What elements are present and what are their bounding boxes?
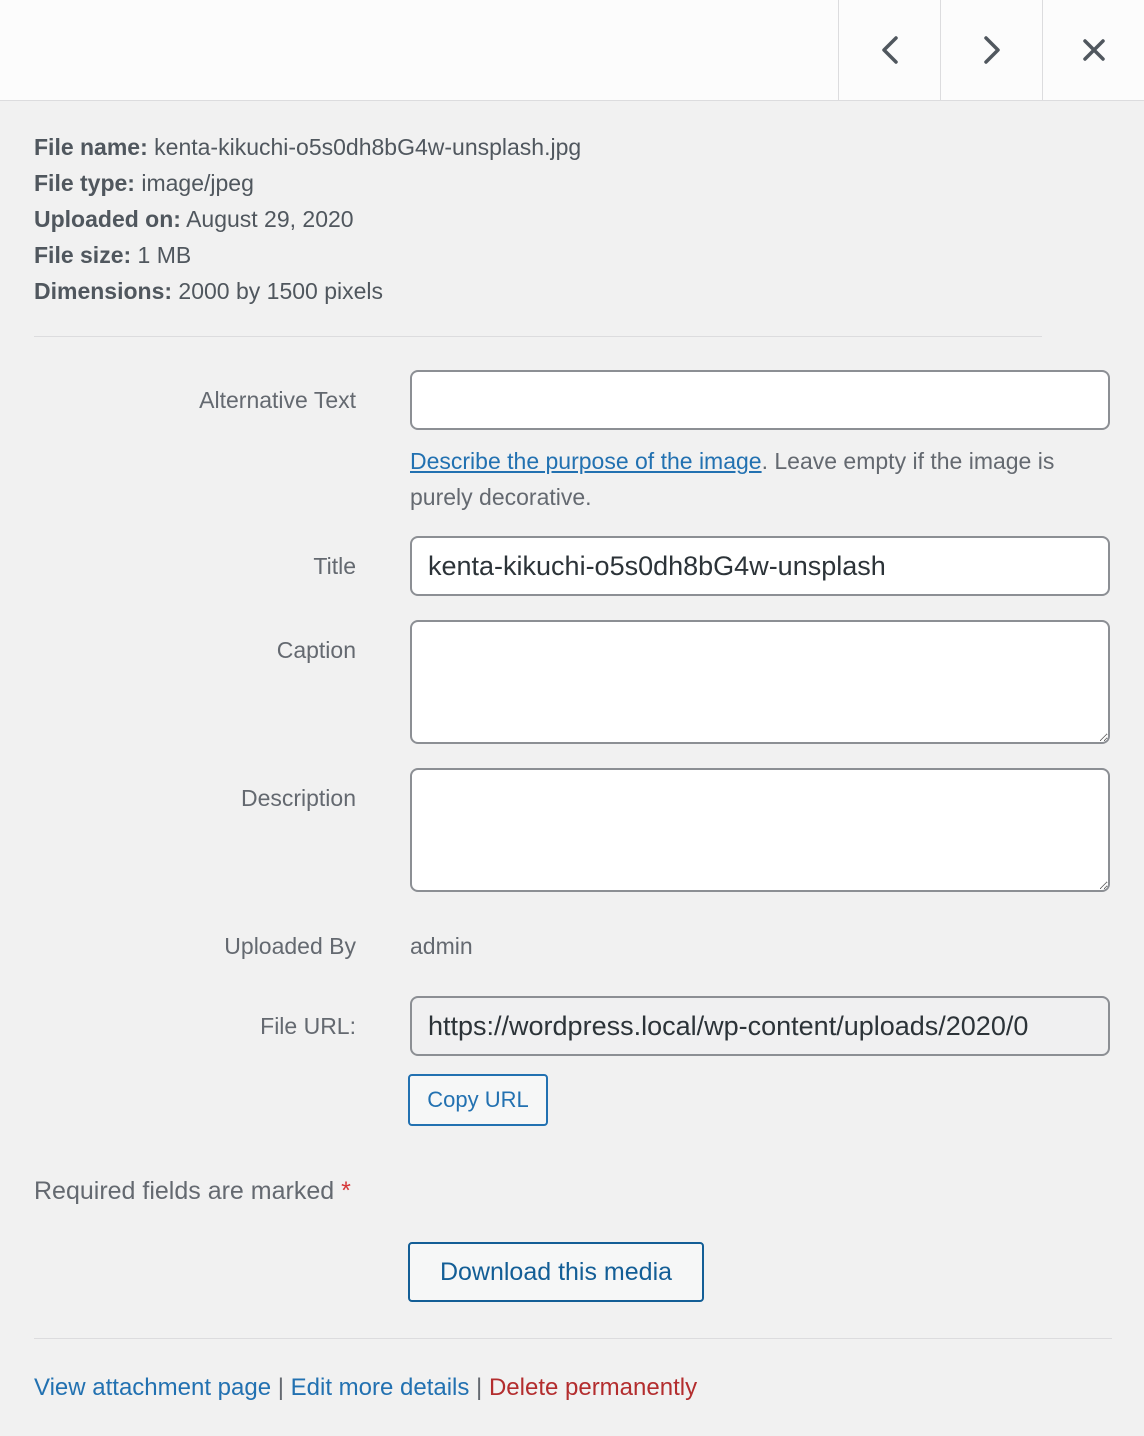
describe-purpose-link[interactable]: Describe the purpose of the image	[410, 448, 762, 474]
caption-label: Caption	[276, 637, 356, 663]
required-fields-note	[34, 1176, 351, 1206]
required-star: *	[341, 1177, 351, 1205]
uploaded-on-value: August 29, 2020	[186, 206, 354, 232]
divider	[34, 1338, 1112, 1339]
chevron-right-icon	[981, 34, 1003, 66]
action-separator: |	[476, 1374, 483, 1401]
file-type-row	[34, 165, 581, 201]
caption-textarea[interactable]	[410, 620, 1110, 744]
alt-text-input[interactable]	[410, 370, 1110, 430]
modal-header	[0, 0, 1144, 101]
uploaded-by-value: admin	[410, 933, 473, 959]
alt-help-text: . Leave empty if the image is purely decorative.	[410, 448, 1055, 510]
alt-text-label: Alternative Text	[199, 387, 356, 413]
copy-url-button[interactable]: Copy URL	[408, 1074, 548, 1126]
required-note-text: Required fields are marked	[34, 1177, 335, 1205]
action-separator: |	[277, 1374, 284, 1401]
title-label: Title	[313, 553, 356, 579]
chevron-left-icon	[879, 34, 901, 66]
divider	[34, 336, 1042, 337]
file-name-value: kenta-kikuchi-o5s0dh8bG4w-unsplash.jpg	[154, 134, 582, 160]
file-name-row	[34, 129, 581, 165]
attachment-actions	[34, 1373, 697, 1403]
alt-text-help	[410, 443, 1110, 515]
attachment-details-panel	[0, 101, 1144, 1436]
file-url-label: File URL:	[260, 1013, 356, 1039]
edit-more-details-link[interactable]: Edit more details	[290, 1374, 470, 1401]
file-size-value: 1 MB	[137, 242, 192, 268]
file-type-label: File type:	[34, 170, 135, 196]
file-meta	[34, 129, 581, 309]
description-label: Description	[240, 785, 356, 811]
file-size-label: File size:	[34, 242, 132, 268]
file-type-value: image/jpeg	[141, 170, 254, 196]
uploaded-on-label: Uploaded on:	[34, 206, 181, 232]
view-attachment-page-link[interactable]: View attachment page	[34, 1374, 272, 1401]
uploaded-by-label: Uploaded By	[224, 933, 356, 959]
description-textarea[interactable]	[410, 768, 1110, 892]
title-input[interactable]	[410, 536, 1110, 596]
file-name-label: File name:	[34, 134, 148, 160]
close-icon	[1081, 37, 1107, 63]
dimensions-value: 2000 by 1500 pixels	[178, 278, 384, 304]
dimensions-row	[34, 273, 581, 309]
file-url-input[interactable]	[410, 996, 1110, 1056]
download-media-button[interactable]: Download this media	[408, 1242, 704, 1302]
previous-media-button[interactable]	[838, 0, 940, 100]
file-size-row	[34, 237, 581, 273]
delete-permanently-link[interactable]: Delete permanently	[488, 1374, 698, 1401]
uploaded-on-row	[34, 201, 581, 237]
dimensions-label: Dimensions:	[34, 278, 173, 304]
close-modal-button[interactable]	[1042, 0, 1144, 100]
next-media-button[interactable]	[940, 0, 1042, 100]
